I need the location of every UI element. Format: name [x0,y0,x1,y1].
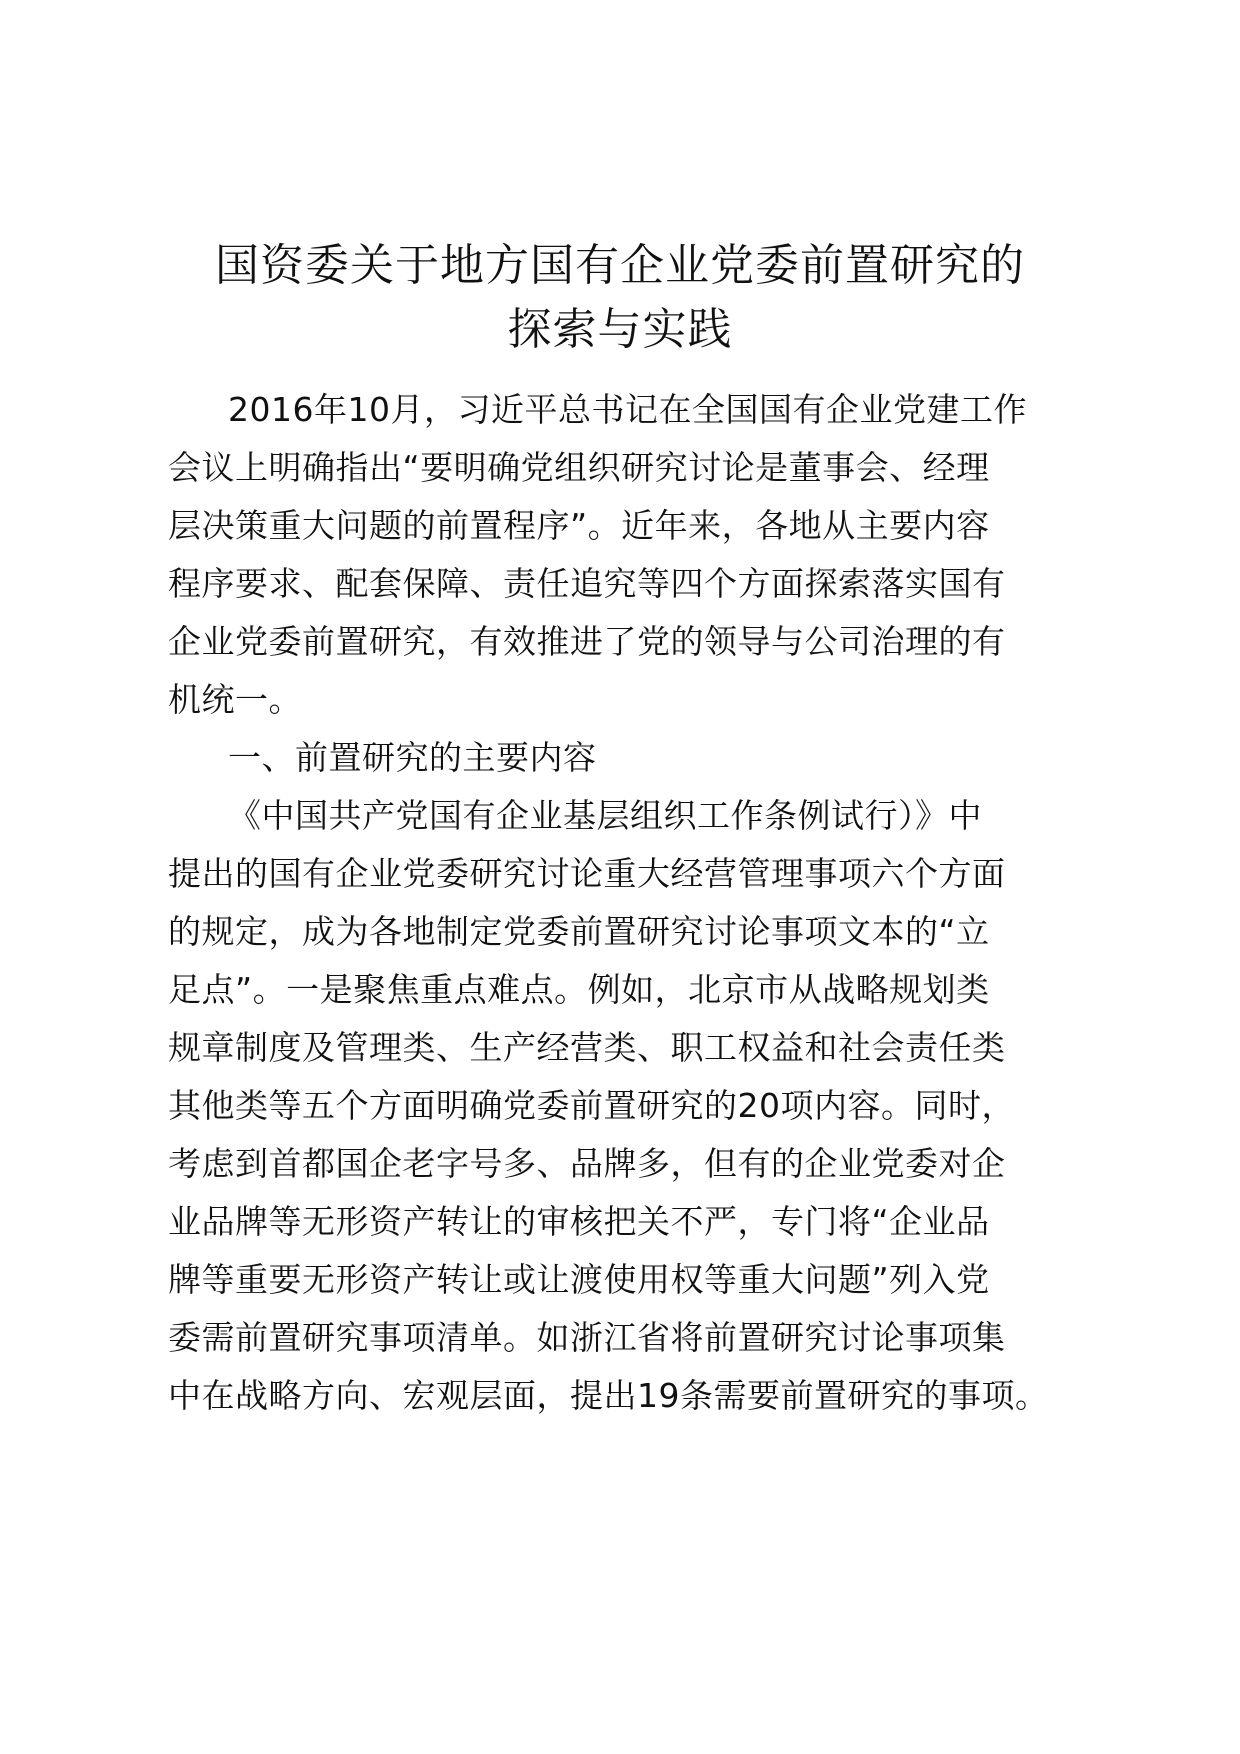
document-title-line-1: 国资委关于地方国有企业党委前置研究的 [215,240,1025,291]
paragraph-1-line-5: 企业党委前置研究，有效推进了党的领导与公司治理的有 [168,622,1006,661]
paragraph-2-line-11: 中在战略方向、宏观层面，提出19条需要前置研究的事项。 [168,1376,1049,1415]
paragraph-2-line-10: 委需前置研究事项清单。如浙江省将前置研究讨论事项集 [168,1318,1006,1357]
paragraph-1-line-2: 会议上明确指出“要明确党组织研究讨论是董事会、经理 [168,448,990,487]
paragraph-2-line-1: 《中国共产党国有企业基层组织工作条例试行）》中 [228,796,982,835]
paragraph-1-line-6: 机统一。 [168,680,302,719]
paragraph-2-line-2: 提出的国有企业党委研究讨论重大经营管理事项六个方面 [168,854,1006,893]
section-heading-1: 一、前置研究的主要内容 [228,738,597,777]
paragraph-1-line-3: 层决策重大问题的前置程序”。近年来，各地从主要内容 [168,506,990,545]
paragraph-2-line-8: 业品牌等无形资产转让的审核把关不严，专门将“企业品 [168,1202,990,1241]
paragraph-2-line-3: 的规定，成为各地制定党委前置研究讨论事项文本的“立 [168,912,990,951]
paragraph-1-line-4: 程序要求、配套保障、责任追究等四个方面探索落实国有 [168,564,1006,603]
paragraph-2-line-7: 考虑到首都国企老字号多、品牌多，但有的企业党委对企 [168,1144,1006,1183]
paragraph-1-line-1: 2016年10月，习近平总书记在全国国有企业党建工作 [228,390,1027,429]
paragraph-2-line-4: 足点”。一是聚焦重点难点。例如，北京市从战略规划类 [168,970,990,1009]
document-title-line-2: 探索与实践 [507,304,733,355]
paragraph-2-line-6: 其他类等五个方面明确党委前置研究的20项内容。同时， [168,1086,1015,1125]
paragraph-2-line-9: 牌等重要无形资产转让或让渡使用权等重大问题”列入党 [168,1260,990,1299]
paragraph-2-line-5: 规章制度及管理类、生产经营类、职工权益和社会责任类 [168,1028,1006,1067]
